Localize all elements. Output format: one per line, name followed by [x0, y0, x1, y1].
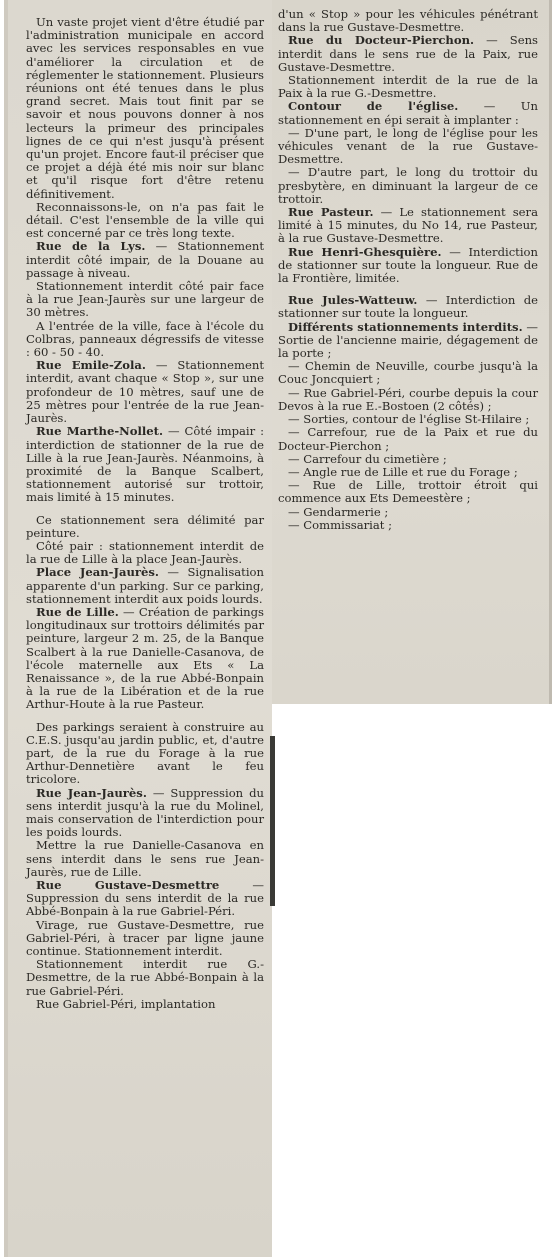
paragraph-text: — Rue de Lille, trottoir étroit qui commence aux Ets Demeestère ; [278, 478, 538, 506]
paragraph-text: — D'une part, le long de l'église pour les véhicules venant de la rue Gustave-Desmettre. [278, 125, 538, 167]
article-paragraph [278, 34, 538, 74]
paragraph-text: Reconnaissons-le, on n'a pas fait le détail. C'est l'ensemble de la ville qui est concerné par ce très long texte. [26, 199, 264, 241]
paragraph-text: — Interdiction de stationner sur toute la longueur. Rue de la Frontière, limitée. [278, 244, 538, 286]
paragraph-text: — Angle rue de Lille et rue du Forage ; [288, 464, 518, 479]
paragraph-text: — Carrefour, rue de la Paix et rue du Docteur-Pierchon ; [278, 425, 538, 453]
paragraph-text: — Stationnement interdit côté impair, de la Douane au passage à niveau. [26, 239, 264, 280]
article-paragraph [278, 387, 538, 413]
paragraph-text: Rue Gabriel-Péri, implantation [36, 996, 216, 1011]
paragraph-text: Stationnement interdit rue G.-Desmettre, de la rue Abbé-Bonpain à la rue Gabriel-Péri. [26, 957, 264, 998]
street-heading: Différents stationnements interdits. [288, 319, 523, 334]
street-heading: Rue Emile-Zola. [36, 358, 146, 373]
street-heading: Rue du Docteur-Pierchon. [288, 33, 475, 48]
paragraph-text: — Côté impair : interdiction de stationner de la rue de Lille à la rue Jean-Jaurès. Néanmoins, à proximité de la Banque Scalbert, stationnement autorisé sur trottoir, mais limité à 15 minutes. [26, 424, 265, 505]
paragraph-text: — Signalisation apparente d'un parking. Sur ce parking, stationnement interdit aux poids lourds. [26, 565, 264, 606]
article-paragraph [278, 166, 538, 206]
article-paragraph [26, 280, 264, 320]
street-heading: Rue Gustave-Desmettre [36, 878, 220, 892]
paragraph-text: — Le stationnement sera limité à 15 minutes, du No 14, rue Pasteur, à la rue Gustave-Desmettre. [278, 205, 538, 246]
paragraph-text: A l'entrée de la ville, face à l'école du Colbras, panneaux dégressifs de vitesse : 60 - 50 - 40. [26, 318, 264, 360]
paragraph-text: — D'autre part, le long du trottoir du presbytère, en diminuant la largeur de ce trottoir. [278, 165, 538, 206]
paragraph-text: — Un stationnement en épi serait à implanter : [278, 99, 538, 127]
paragraph-text: — Commissariat ; [288, 517, 393, 532]
paragraph-text: d'un « Stop » pour les véhicules pénétrant dans la rue Gustave-Desmettre. [278, 7, 538, 35]
article-paragraph [278, 321, 538, 361]
article-paragraph [26, 514, 264, 540]
article-paragraph [278, 127, 538, 167]
paragraph-text: — Sortie de l'ancienne mairie, dégagement de la porte ; [278, 319, 538, 361]
paragraph-text: Ce stationnement sera délimité par peinture. [26, 512, 264, 540]
article-paragraph [26, 958, 264, 998]
article-paragraph [26, 839, 264, 879]
article-paragraph [26, 721, 264, 787]
paragraph-text: Mettre la rue Danielle-Casanova en sens interdit dans le sens rue Jean-Jaurès, rue de Lille. [26, 838, 264, 879]
article-paragraph [278, 206, 538, 246]
paragraph-text: — Interdiction de stationner sur toute la longueur. [278, 293, 538, 321]
article-column-right [272, 0, 552, 704]
paragraph-text: — Suppression du sens interdit de la rue Abbé-Bonpain à la rue Gabriel-Péri. [26, 878, 264, 919]
article-paragraph [26, 566, 264, 606]
street-heading: Contour de l'église. [288, 99, 459, 114]
article-paragraph [26, 606, 264, 712]
paragraph-text: Stationnement interdit côté pair face à la rue Jean-Jaurès sur une largeur de 30 mètres. [26, 279, 264, 320]
article-paragraph [26, 540, 264, 566]
street-heading: Rue de la Lys. [36, 239, 146, 254]
article-paragraph [26, 240, 264, 280]
article-column-left [4, 0, 272, 1257]
paragraph-text: — Rue Gabriel-Péri, courbe depuis la cour Devos à la rue E.-Bostoen (2 côtés) ; [278, 385, 538, 413]
article-paragraph [278, 360, 538, 386]
street-heading: Rue Henri-Ghesquière. [288, 244, 442, 259]
article-paragraph [26, 425, 264, 504]
paragraph-text: — Carrefour du cimetière ; [288, 451, 447, 466]
article-paragraph [278, 246, 538, 286]
street-heading: Rue Jules-Watteuw. [288, 293, 418, 308]
paragraph-text: — Suppression du sens interdit jusqu'à la rue du Molinel, mais conservation de l'interdiction pour les poids lourds. [26, 785, 265, 840]
street-heading: Rue de Lille. [36, 604, 119, 619]
paragraph-text: Stationnement interdit de la rue de la Paix à la rue G.-Desmettre. [278, 73, 538, 101]
article-paragraph [278, 519, 538, 532]
article-paragraph [26, 201, 264, 241]
article-paragraph [278, 294, 538, 320]
paragraph-text: Côté pair : stationnement interdit de la rue de Lille à la place Jean-Jaurès. [26, 538, 264, 567]
article-paragraph [26, 998, 264, 1011]
paragraph-text: Virage, rue Gustave-Desmettre, rue Gabriel-Péri, à tracer par ligne jaune continue. Stationnement interdit. [26, 917, 264, 959]
paragraph-text: — Stationnement interdit, avant chaque « Stop », sur une profondeur de 10 mètres, sauf une de 25 mètres pour l'entrée de la rue Jean-Jaurès. [26, 358, 264, 426]
article-paragraph [26, 359, 264, 425]
paragraph-text: — Sorties, contour de l'église St-Hilaire ; [288, 412, 530, 427]
article-paragraph [278, 100, 538, 126]
article-paragraph [26, 320, 264, 360]
article-paragraph [26, 787, 264, 840]
article-paragraph [278, 74, 538, 100]
paragraph-text: — Sens interdit dans le sens rue de la Paix, rue Gustave-Desmettre. [278, 33, 538, 74]
article-paragraph [278, 479, 538, 505]
street-heading: Rue Jean-Jaurès. [36, 785, 147, 800]
street-heading: Place Jean-Jaurès. [36, 565, 159, 580]
street-heading: Rue Marthe-Nollet. [36, 424, 164, 439]
paragraph-text: — Chemin de Neuville, courbe jusqu'à la Couc Joncquiert ; [278, 359, 538, 387]
article-paragraph [26, 879, 264, 919]
article-paragraph [278, 8, 538, 34]
paragraph-text: Un vaste projet vient d'être étudié par l'administration municipale en accord avec les services responsables en vue d'améliorer la circulation et de réglementer le stationnement. Plusieurs réunions ont été tenues dans le plus grand secret. Mais tout finit par se savoir et nous pouvons donner à nos lecteurs la primeur des principales lignes de ce qui n'est jusqu'à présent qu'un projet. Encore faut-il préciser que ce projet a déjà été mis noir sur blanc et qu'il risque fort d'être retenu définitivement. [26, 15, 264, 201]
paragraph-text: Des parkings seraient à construire au C.E.S. jusqu'au jardin public, et, d'autre part, de la rue du Forage à la rue Arthur-Dennetière avant le feu tricolore. [26, 719, 264, 787]
street-heading: Rue Pasteur. [288, 205, 374, 220]
article-paragraph [26, 16, 264, 201]
article-paragraph [278, 426, 538, 452]
paragraph-text: — Gendarmerie ; [288, 504, 389, 519]
paragraph-text: — Création de parkings longitudinaux sur trottoirs délimités par peinture, largeur 2 m. 25, de la Banque Scalbert à la rue Danielle-Casanova, de l'école maternelle aux Ets « La Renaissance », de la rue Abbé-Bonpain à la rue de la Libération et de la rue Arthur-Houte à la rue Pasteur. [26, 604, 264, 712]
article-paragraph [26, 919, 264, 959]
